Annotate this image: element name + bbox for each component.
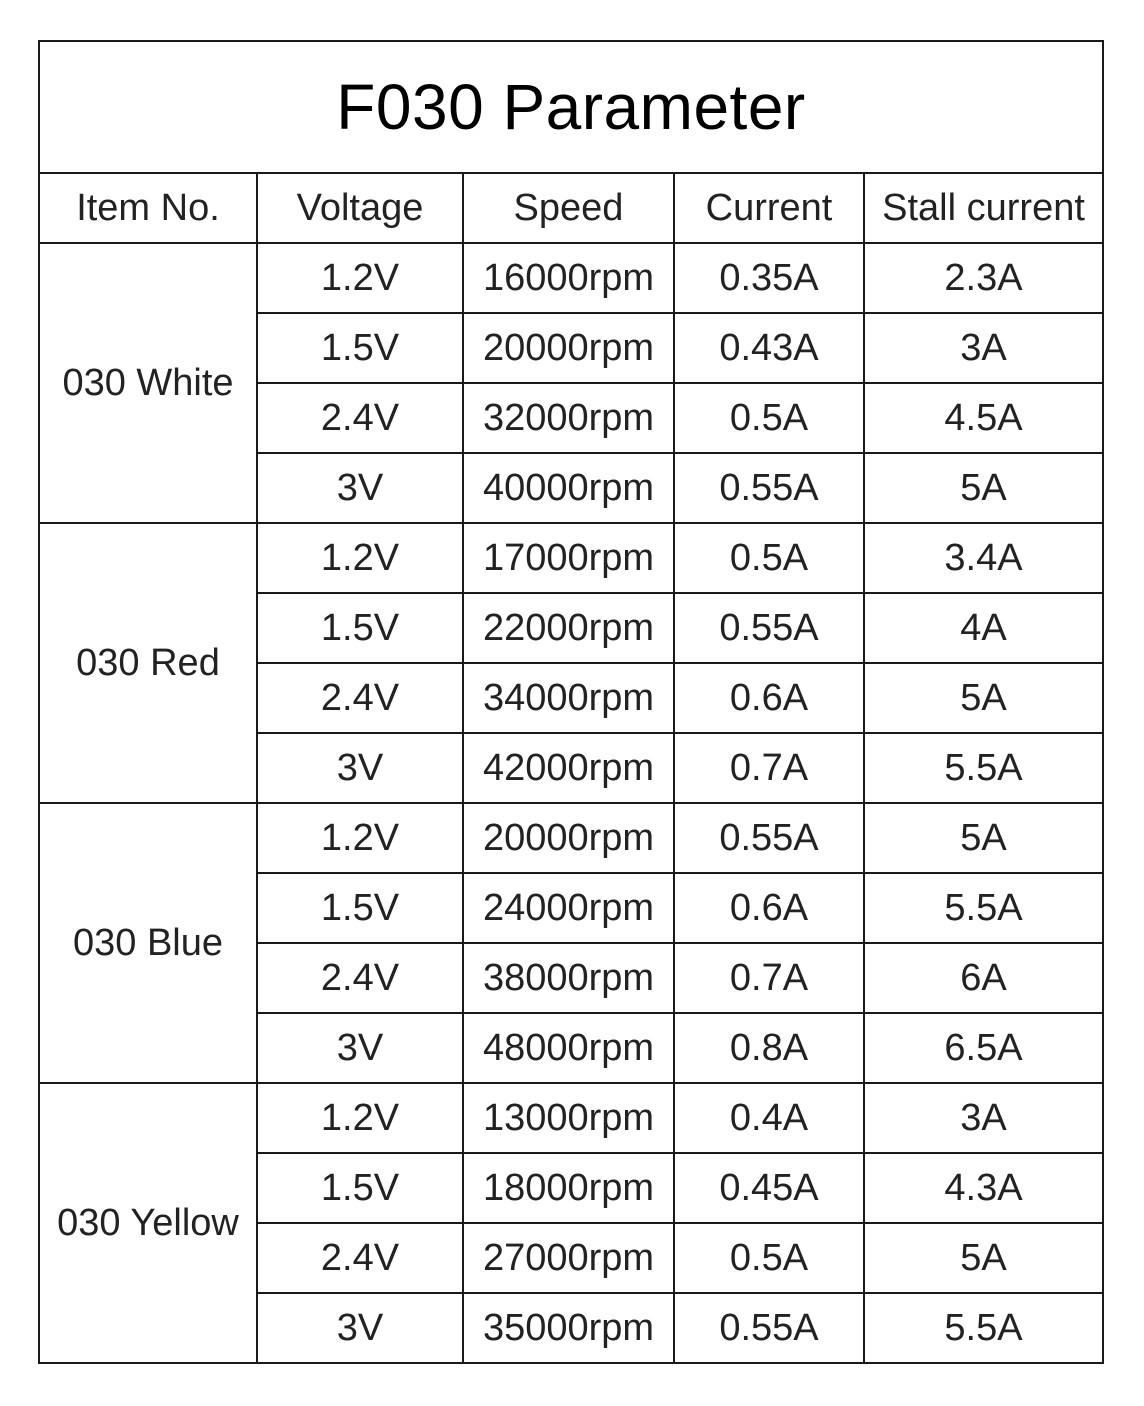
- current-cell: 0.5A: [674, 523, 864, 593]
- stall-current-cell: 4A: [864, 593, 1103, 663]
- stall-current-cell: 5.5A: [864, 1293, 1103, 1363]
- voltage-cell: 1.2V: [257, 523, 463, 593]
- current-cell: 0.8A: [674, 1013, 864, 1083]
- current-cell: 0.55A: [674, 803, 864, 873]
- stall-current-cell: 5.5A: [864, 873, 1103, 943]
- current-cell: 0.45A: [674, 1153, 864, 1223]
- stall-current-cell: 5A: [864, 663, 1103, 733]
- current-cell: 0.35A: [674, 243, 864, 313]
- voltage-cell: 1.2V: [257, 803, 463, 873]
- speed-cell: 24000rpm: [463, 873, 674, 943]
- item-no-cell: 030 White: [39, 243, 257, 523]
- current-cell: 0.7A: [674, 943, 864, 1013]
- stall-current-cell: 5A: [864, 1223, 1103, 1293]
- current-cell: 0.5A: [674, 383, 864, 453]
- voltage-cell: 2.4V: [257, 943, 463, 1013]
- current-cell: 0.4A: [674, 1083, 864, 1153]
- stall-current-cell: 5.5A: [864, 733, 1103, 803]
- header-item-no: Item No.: [39, 173, 257, 243]
- stall-current-cell: 2.3A: [864, 243, 1103, 313]
- voltage-cell: 1.2V: [257, 1083, 463, 1153]
- speed-cell: 32000rpm: [463, 383, 674, 453]
- voltage-cell: 1.2V: [257, 243, 463, 313]
- speed-cell: 27000rpm: [463, 1223, 674, 1293]
- voltage-cell: 1.5V: [257, 873, 463, 943]
- table-body: [39, 243, 1103, 1363]
- table-row: [39, 523, 1103, 593]
- voltage-cell: 3V: [257, 1013, 463, 1083]
- current-cell: 0.6A: [674, 873, 864, 943]
- voltage-cell: 3V: [257, 733, 463, 803]
- voltage-cell: 1.5V: [257, 313, 463, 383]
- speed-cell: 18000rpm: [463, 1153, 674, 1223]
- header-speed: Speed: [463, 173, 674, 243]
- stall-current-cell: 4.3A: [864, 1153, 1103, 1223]
- stall-current-cell: 6A: [864, 943, 1103, 1013]
- speed-cell: 48000rpm: [463, 1013, 674, 1083]
- current-cell: 0.55A: [674, 453, 864, 523]
- header-current: Current: [674, 173, 864, 243]
- speed-cell: 13000rpm: [463, 1083, 674, 1153]
- header-stall-current: Stall current: [864, 173, 1103, 243]
- speed-cell: 20000rpm: [463, 313, 674, 383]
- table-row: [39, 1083, 1103, 1153]
- speed-cell: 42000rpm: [463, 733, 674, 803]
- speed-cell: 20000rpm: [463, 803, 674, 873]
- stall-current-cell: 5A: [864, 453, 1103, 523]
- speed-cell: 34000rpm: [463, 663, 674, 733]
- voltage-cell: 1.5V: [257, 1153, 463, 1223]
- current-cell: 0.55A: [674, 593, 864, 663]
- voltage-cell: 2.4V: [257, 383, 463, 453]
- item-no-cell: 030 Yellow: [39, 1083, 257, 1363]
- header-row: [39, 173, 1103, 243]
- voltage-cell: 3V: [257, 453, 463, 523]
- stall-current-cell: 5A: [864, 803, 1103, 873]
- stall-current-cell: 4.5A: [864, 383, 1103, 453]
- item-no-cell: 030 Red: [39, 523, 257, 803]
- voltage-cell: 3V: [257, 1293, 463, 1363]
- current-cell: 0.43A: [674, 313, 864, 383]
- stall-current-cell: 6.5A: [864, 1013, 1103, 1083]
- stall-current-cell: 3A: [864, 313, 1103, 383]
- speed-cell: 40000rpm: [463, 453, 674, 523]
- table-row: [39, 243, 1103, 313]
- speed-cell: 16000rpm: [463, 243, 674, 313]
- title-row: [39, 41, 1103, 173]
- stall-current-cell: 3A: [864, 1083, 1103, 1153]
- voltage-cell: 1.5V: [257, 593, 463, 663]
- stall-current-cell: 3.4A: [864, 523, 1103, 593]
- speed-cell: 17000rpm: [463, 523, 674, 593]
- table-title: F030 Parameter: [39, 41, 1103, 173]
- speed-cell: 22000rpm: [463, 593, 674, 663]
- current-cell: 0.7A: [674, 733, 864, 803]
- table-row: [39, 803, 1103, 873]
- voltage-cell: 2.4V: [257, 1223, 463, 1293]
- speed-cell: 35000rpm: [463, 1293, 674, 1363]
- header-voltage: Voltage: [257, 173, 463, 243]
- current-cell: 0.5A: [674, 1223, 864, 1293]
- speed-cell: 38000rpm: [463, 943, 674, 1013]
- current-cell: 0.6A: [674, 663, 864, 733]
- item-no-cell: 030 Blue: [39, 803, 257, 1083]
- current-cell: 0.55A: [674, 1293, 864, 1363]
- parameter-table: [38, 40, 1104, 1364]
- voltage-cell: 2.4V: [257, 663, 463, 733]
